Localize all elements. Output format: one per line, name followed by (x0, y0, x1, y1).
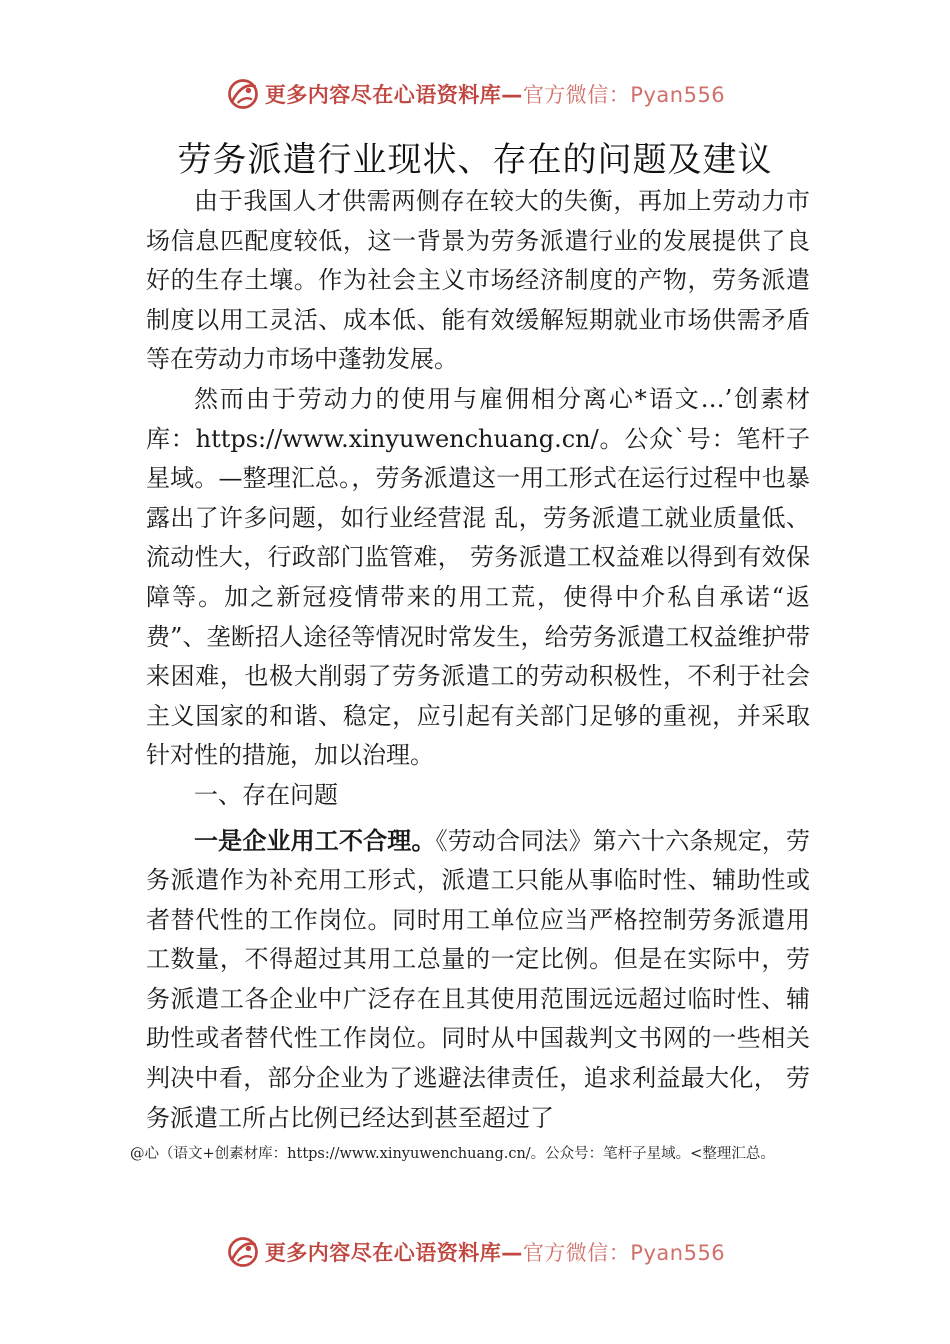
brand-logo-icon (225, 76, 261, 112)
section-heading: 一、存在问题 (194, 780, 338, 809)
footnote: @心（语文+创素材库：https://www.xinyuwenchuang.cn/。公众号：笔杆子星域。<整理汇总。 (130, 1146, 775, 1162)
top-banner (0, 72, 950, 116)
paragraph-1: 由于我国人才供需两侧存在较大的失衡，再加上劳动力市场信息匹配度较低，这一背景为劳务派遣行业的发展提供了良好的生存土壤。作为社会主义市场经济制度的产物，劳务派遣制度以用工灵活、成本低、能有效缓解短期就业市场供需矛盾等在劳动力市场中蓬勃发展。 (146, 187, 810, 374)
paragraph-3 (146, 822, 810, 1139)
paragraph-3-body: 《劳动合同法》第六十六条规定，劳务派遣作为补充用工形式，派遣工只能从事临时性、辅助性或者替代性的工作岗位。同时用工单位应当严格控制劳务派遣用工数量，不得超过其用工总量的一定比例。但是在实际中，劳务派遣工各企业中广泛存在且其使用范围远远超过临时性、辅助性或者替代性工作岗位。同时从中国裁判文书网的一些相关判决中看，部分企业为了逃避法律责任，追求利益最大化， 劳务派遣工所占比例已经达到甚至超过了 (146, 826, 811, 1132)
paragraph-2: 然而由于劳动力的使用与雇佣相分离心*语文…’创素材库：https://www.xinyuwenchuang.cn/。公众`号：笔杆子星域。—整理汇总。，劳务派遣这一用工形式在运行过程中也暴露出了许多问题，如行业经营混 乱，劳务派遣工就业质量低、流动性大，行政部门监管难， 劳务派遣工权益难以得到有效保障等。加之新冠疫情带来的用工荒，使得中介私自承诺“返费”、垄断招人途径等情况时常发生，给劳务派遣工权益维护带来困难，也极大削弱了劳务派遣工的劳动积极性，不利于社会主义国家的和谐、稳定，应引起有关部门足够的重视，并采取针对性的措施，加以治理。 (146, 384, 810, 770)
banner-wechat: 官方微信：Pyan556 (522, 1241, 726, 1265)
banner-wechat: 官方微信：Pyan556 (522, 83, 726, 107)
document-body (146, 182, 810, 1138)
banner-text: 更多内容尽在心语资料库— (264, 1241, 523, 1265)
page-title: 劳务派遣行业现状、存在的问题及建议 (177, 140, 773, 180)
paragraph-3-lead: 一是企业用工不合理。 (194, 826, 436, 855)
brand-logo-icon (225, 1234, 261, 1270)
banner-text: 更多内容尽在心语资料库— (264, 83, 523, 107)
bottom-banner (0, 1230, 950, 1274)
